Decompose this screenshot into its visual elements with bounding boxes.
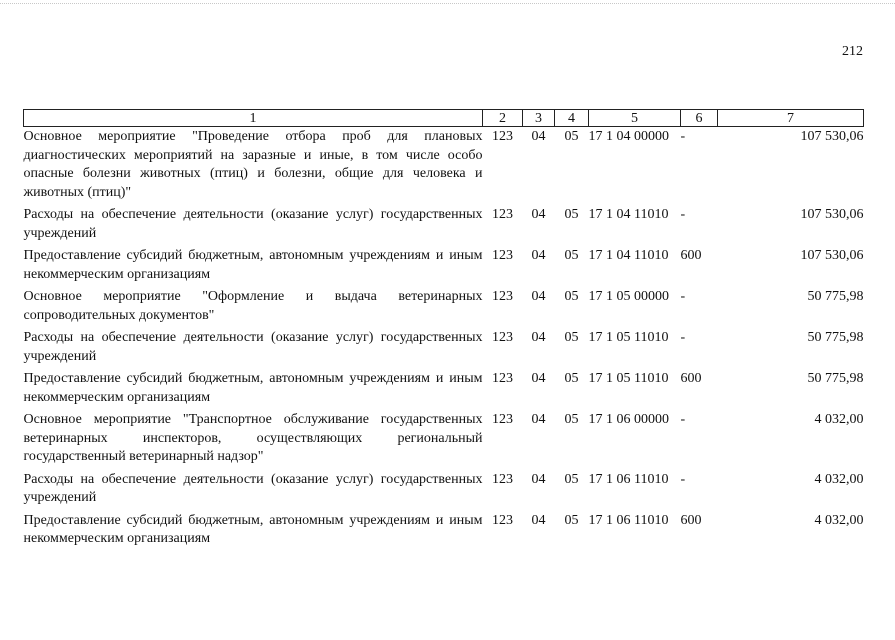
row-section: 04	[531, 330, 546, 345]
row-subsection: 05	[564, 371, 579, 386]
row-section: 04	[531, 412, 546, 427]
row-section: 04	[531, 512, 546, 528]
row-expense-type: 600	[680, 512, 702, 528]
row-section: 04	[531, 129, 546, 144]
row-target-article: 17 1 04 11010	[588, 207, 669, 222]
row-target-article: 17 1 04 11010	[588, 248, 669, 263]
table-row	[24, 369, 864, 410]
row-expense-type: -	[680, 289, 686, 304]
header-cell-6: 6	[681, 110, 718, 127]
table-row	[24, 410, 864, 470]
row-name: Предоставление субсидий бюджетным, автономным учреждениям и иным некоммерческим организациям	[23, 512, 483, 546]
row-target-article: 17 1 05 11010	[588, 371, 669, 386]
row-subsection: 05	[564, 330, 579, 345]
row-admin-code: 123	[492, 330, 513, 345]
row-subsection: 05	[564, 289, 579, 304]
row-name: Основное мероприятие "Оформление и выдача ветеринарных сопроводительных документов"	[23, 289, 483, 323]
table-row	[24, 205, 864, 246]
row-section: 04	[531, 289, 546, 304]
row-section: 04	[531, 471, 546, 487]
row-subsection: 05	[564, 471, 579, 487]
row-amount: 50 775,98	[807, 330, 864, 345]
row-section: 04	[531, 248, 546, 263]
table-row	[24, 287, 864, 328]
row-subsection: 05	[564, 129, 579, 144]
row-admin-code: 123	[492, 412, 513, 427]
header-cell-7: 7	[718, 110, 864, 127]
row-amount: 107 530,06	[800, 129, 864, 144]
row-subsection: 05	[564, 207, 579, 222]
row-amount: 107 530,06	[800, 248, 864, 263]
row-name: Расходы на обеспечение деятельности (оказание услуг) государственных учреждений	[23, 330, 483, 364]
header-cell-5: 5	[589, 110, 681, 127]
row-admin-code: 123	[492, 471, 513, 487]
row-name: Расходы на обеспечение деятельности (оказание услуг) государственных учреждений	[23, 207, 483, 241]
row-expense-type: -	[680, 471, 686, 487]
header-cell-3: 3	[523, 110, 555, 127]
row-amount: 107 530,06	[800, 207, 864, 222]
row-expense-type: -	[680, 330, 686, 345]
row-target-article: 17 1 06 11010	[588, 471, 669, 487]
row-name: Предоставление субсидий бюджетным, автономным учреждениям и иным некоммерческим организациям	[23, 248, 483, 282]
row-target-article: 17 1 06 11010	[588, 512, 669, 528]
row-target-article: 17 1 04 00000	[588, 129, 669, 144]
row-admin-code: 123	[492, 512, 513, 528]
header-cell-4: 4	[555, 110, 589, 127]
table-row	[24, 127, 864, 206]
table-row	[24, 246, 864, 287]
row-subsection: 05	[564, 248, 579, 263]
row-amount: 50 775,98	[807, 371, 864, 386]
row-section: 04	[531, 371, 546, 386]
table-row	[24, 511, 864, 552]
row-admin-code: 123	[492, 129, 513, 144]
row-section: 04	[531, 207, 546, 222]
row-admin-code: 123	[492, 248, 513, 263]
row-amount: 4 032,00	[814, 471, 864, 487]
budget-table	[23, 109, 864, 552]
header-cell-2: 2	[483, 110, 523, 127]
row-target-article: 17 1 06 00000	[588, 412, 669, 427]
page-number: 212	[842, 44, 863, 59]
row-admin-code: 123	[492, 371, 513, 386]
row-name: Основное мероприятие "Транспортное обслуживание государственных ветеринарных инспекторов, осуществляющих региональный государственный ветеринарный надзор"	[23, 412, 483, 464]
row-name: Расходы на обеспечение деятельности (оказание услуг) государственных учреждений	[23, 471, 483, 505]
row-admin-code: 123	[492, 289, 513, 304]
row-name: Основное мероприятие "Проведение отбора проб для плановых диагностических мероприятий на заразные и иные, в том числе особо опасные болезни животных (птиц) и болезни, общие для человека и животных (птиц)"	[23, 129, 483, 200]
row-expense-type: 600	[680, 248, 702, 263]
row-target-article: 17 1 05 11010	[588, 330, 669, 345]
header-row	[24, 110, 864, 127]
row-name: Предоставление субсидий бюджетным, автономным учреждениям и иным некоммерческим организациям	[23, 371, 483, 405]
row-target-article: 17 1 05 00000	[588, 289, 669, 304]
row-expense-type: -	[680, 129, 686, 144]
row-subsection: 05	[564, 512, 579, 528]
row-subsection: 05	[564, 412, 579, 427]
row-amount: 4 032,00	[814, 512, 864, 528]
row-amount: 50 775,98	[807, 289, 864, 304]
row-expense-type: -	[680, 207, 686, 222]
table-row	[24, 470, 864, 511]
row-amount: 4 032,00	[814, 412, 864, 427]
row-expense-type: -	[680, 412, 686, 427]
scan-top-edge	[0, 3, 895, 4]
table-row	[24, 328, 864, 369]
row-admin-code: 123	[492, 207, 513, 222]
header-cell-1: 1	[24, 110, 483, 127]
row-expense-type: 600	[680, 371, 702, 386]
